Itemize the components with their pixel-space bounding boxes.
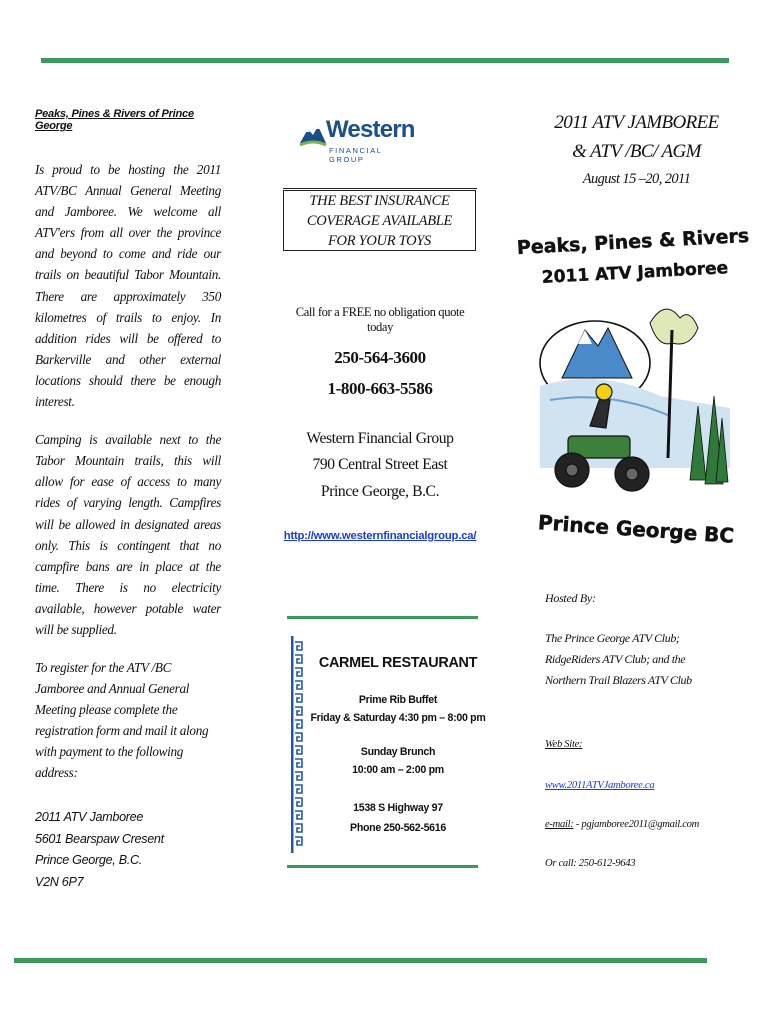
western-website-link[interactable]: http://www.westernfinancialgroup.ca/ [283, 530, 477, 542]
call-line: Or call: 250-612-9643 [545, 858, 636, 869]
address-line: 2011 ATV Jamboree [35, 810, 144, 825]
restaurant-phone: Phone 250-562-5616 [350, 822, 446, 834]
email-address[interactable]: - pgjamboree2011@gmail.com [575, 819, 700, 830]
register-paragraph: To register for the ATV /BC Jamboree and Annual General Meeting please complete the registration form and mail it along with payment to the following address: [35, 660, 209, 781]
event-title-line-2: & ATV /BC/ AGM [572, 141, 701, 162]
greek-key-border-icon [291, 636, 304, 853]
mountain-logo-icon [298, 119, 328, 149]
poster-title-1: Peaks, Pines & Rivers [516, 224, 750, 260]
event-dates: August 15 –20, 2011 [582, 171, 691, 187]
phone-local: 250-564-3600 [334, 348, 426, 367]
website-label: Web Site: [545, 739, 583, 750]
mailing-address [35, 807, 221, 893]
left-column [35, 108, 221, 893]
hosted-by-label: Hosted By: [545, 591, 596, 605]
company-city: Prince George, B.C. [320, 483, 440, 500]
brunch-hours: 10:00 am – 2:00 pm [352, 764, 444, 776]
poster-location: Prince George BC [537, 510, 735, 548]
poster-title-2: 2011 ATV Jamboree [541, 258, 729, 288]
address-line: 5601 Bearspaw Cresent [35, 831, 164, 846]
email-line [545, 819, 699, 830]
company-name: Western Financial Group [306, 430, 454, 447]
company-street: 790 Central Street East [312, 456, 448, 473]
tagline-line: COVERAGE AVAILABLE [306, 213, 453, 229]
camping-paragraph: Camping is available next to the Tabor Mountain trails, this will allow for ease of access to many rides of varying length. Campfires will be allowed in designated areas only. This is contingent that no campfire bans are in place at the time. There is no electricity available, however potable water will be supplied. [35, 432, 221, 637]
address-line: Prince George, B.C. [35, 853, 142, 868]
quote-call: Call for a FREE no obligation quote today [295, 305, 465, 334]
western-financial-logo [298, 115, 415, 164]
address-line: V2N 6P7 [35, 874, 84, 889]
tagline-line: THE BEST INSURANCE [309, 193, 450, 209]
restaurant-top-divider [287, 616, 478, 619]
tagline-box [283, 190, 476, 251]
buffet-hours: Friday & Saturday 4:30 pm – 8:00 pm [310, 712, 486, 724]
email-label: e-mail: [545, 819, 574, 830]
tagline-line: FOR YOUR TOYS [328, 233, 431, 249]
jamboree-poster-image [516, 218, 750, 556]
brunch-label: Sunday Brunch [360, 746, 436, 758]
phone-tollfree: 1-800-663-5586 [327, 379, 433, 398]
intro-paragraph: Is proud to be hosting the 2011 ATV/BC Annual General Meeting and Jamboree. We welcome all ATV'ers from all over the province and beyond to come and ride our trails on beautiful Tabor Mountain. There are approximately 350 kilometres of trails to enjoy. In addition rides will be offered to Barkerville and other external locations should there be enough interest. [35, 162, 221, 410]
restaurant-address: 1538 S Highway 97 [353, 802, 443, 814]
left-heading: Peaks, Pines & Rivers of Prince George [35, 108, 194, 132]
restaurant-bottom-divider [287, 865, 478, 868]
logo-subtitle: FINANCIAL GROUP [329, 146, 383, 164]
restaurant-name: CARMEL RESTAURANT [318, 655, 478, 671]
tagline-top-rule [283, 188, 477, 189]
buffet-label: Prime Rib Buffet [358, 694, 438, 706]
bottom-divider [14, 958, 707, 963]
logo-name: Western [326, 116, 415, 143]
jamboree-website-link[interactable]: www.2011ATVJamboree.ca [545, 780, 655, 791]
event-title-line-1: 2011 ATV JAMBOREE [554, 112, 719, 133]
top-divider [41, 58, 729, 63]
host-club-2: RidgeRiders ATV Club; and the [545, 652, 686, 666]
host-club-1: The Prince George ATV Club; [545, 631, 680, 645]
host-club-3: Northern Trail Blazers ATV Club [545, 673, 692, 687]
